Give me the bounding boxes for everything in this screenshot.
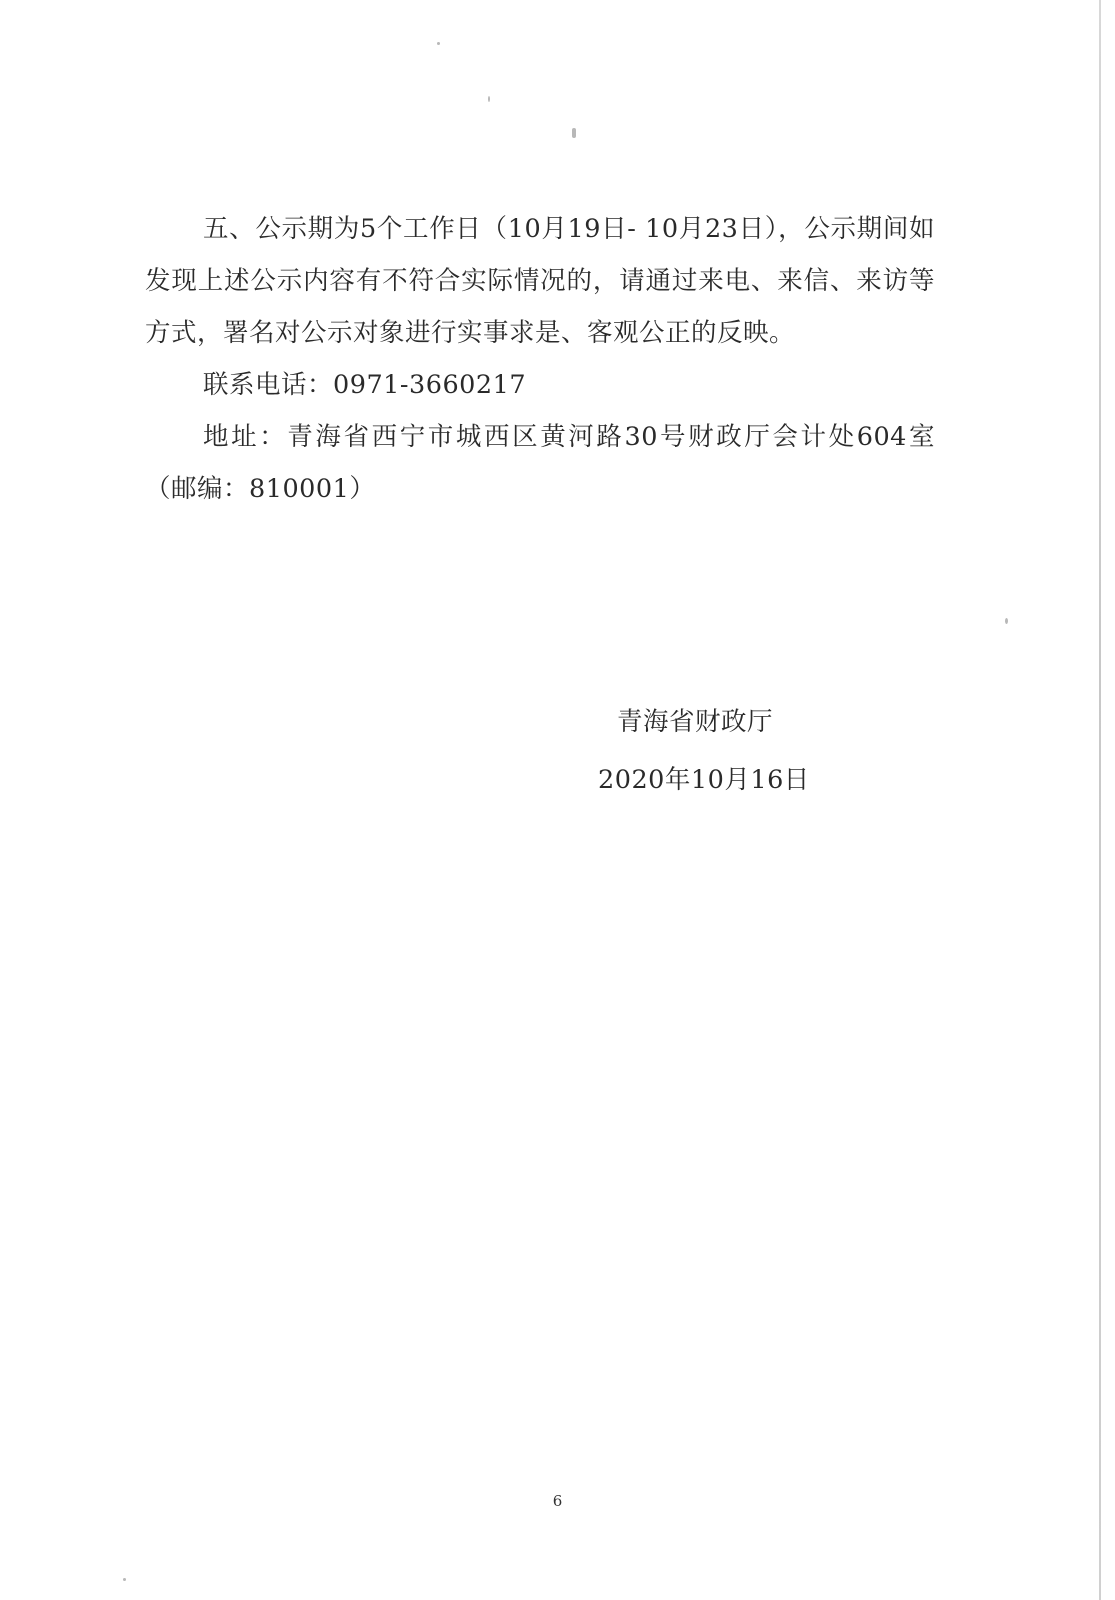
- paragraph-publicity-period: 五、公示期为5个工作日（10月19日- 10月23日），公示期间如发现上述公示内容有不符合实际情况的，请通过来电、来信、来访等方式，署名对公示对象进行实事求是、客观公正的反映。: [145, 214, 935, 348]
- paragraph-contact-phone: 联系电话：0971-3660217: [203, 370, 527, 400]
- body-text: [145, 203, 935, 515]
- scan-speck: [1005, 618, 1008, 624]
- signature-org: 青海省财政厅: [617, 707, 774, 737]
- scan-speck: [123, 1578, 126, 1581]
- scan-edge: [1099, 0, 1101, 1600]
- scan-speck: [488, 96, 490, 102]
- signature-date: 2020年10月16日: [598, 765, 810, 795]
- page-number: 6: [552, 1492, 563, 1510]
- scan-speck: [572, 128, 576, 138]
- scan-speck: [437, 42, 440, 45]
- paragraph-address: 地址：青海省西宁市城西区黄河路30号财政厅会计处604室（邮编：810001）: [145, 422, 935, 504]
